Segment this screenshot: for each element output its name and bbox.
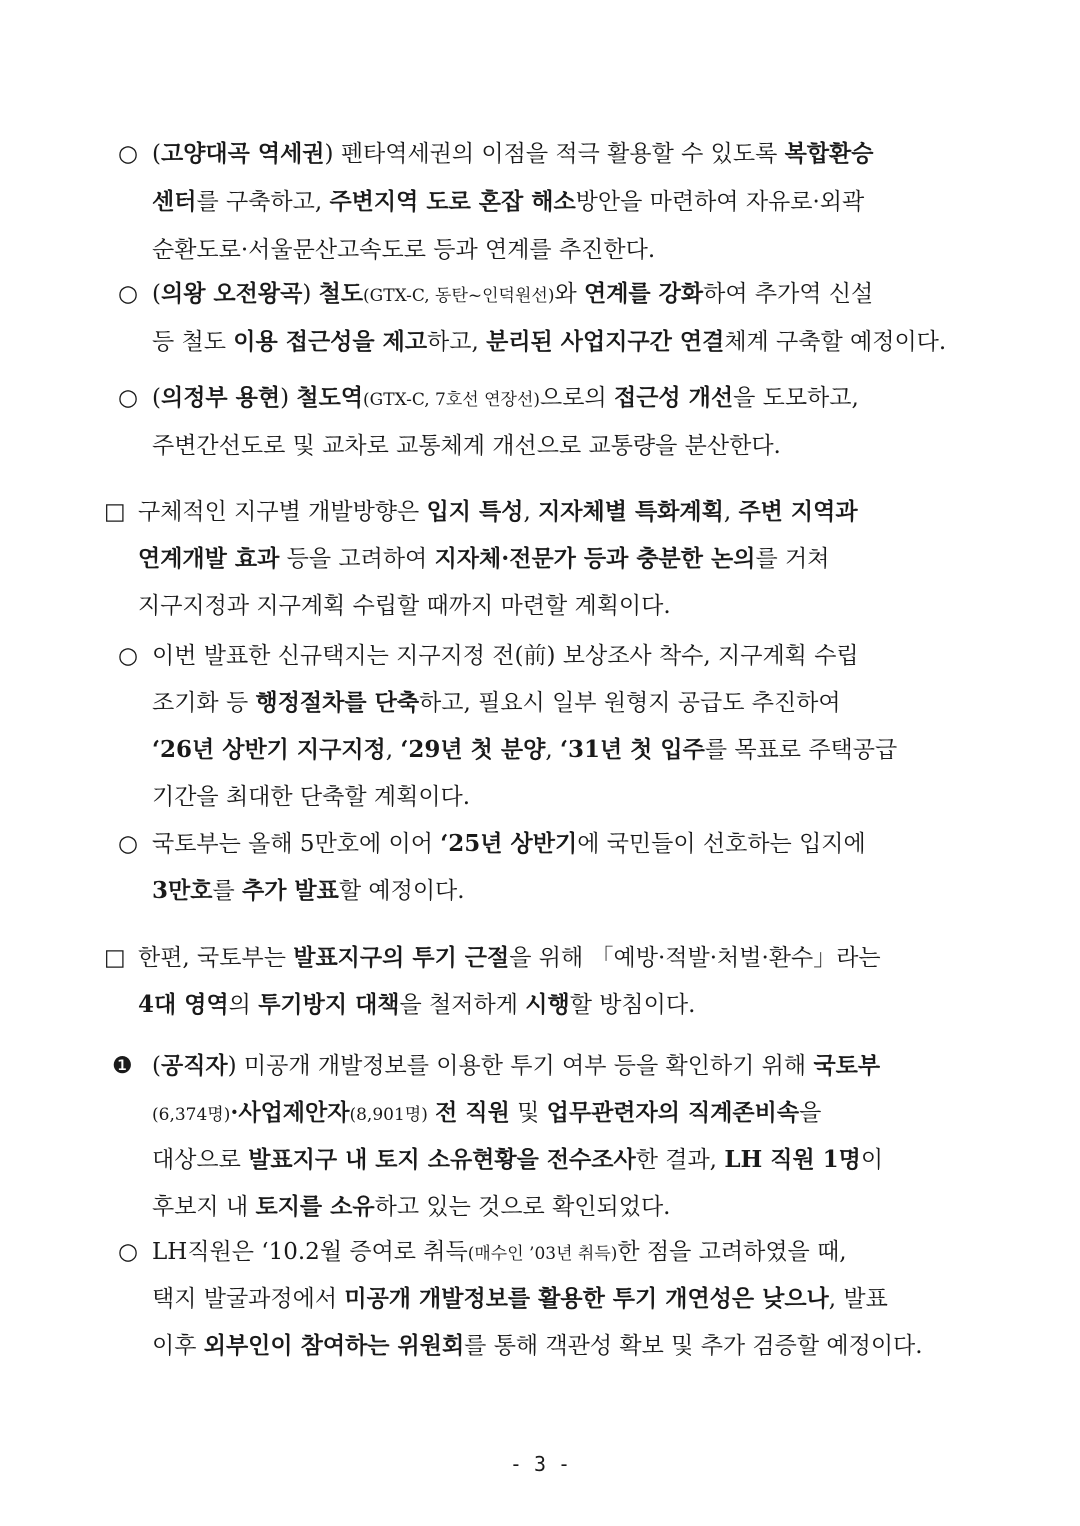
text-run: 를 통해 객관성 확보 및 추가 검증할 예정이다.: [464, 1333, 923, 1359]
emphasis-text: 연계개발 효과: [138, 545, 280, 572]
text-run: (: [152, 141, 161, 167]
text-run: ): [280, 385, 297, 411]
emphasis-text: 발표지구의 투기 근절: [293, 944, 510, 971]
text-run: 지구지정과 지구계획 수립할 때까지 마련할 계획이다.: [138, 593, 671, 619]
text-run: 주변간선도로 및 교차로 교통체계 개선으로 교통량을 분산한다.: [152, 433, 781, 459]
emphasis-text: 지자체·전문가 등과 충분한 논의: [434, 545, 756, 572]
text-run: 한 결과,: [635, 1147, 725, 1173]
text-run: 순환도로·서울문산고속도로 등과 연계를 추진한다.: [152, 237, 656, 263]
emphasis-text: 입지 특성: [426, 498, 524, 525]
text-line: [152, 687, 841, 719]
text-line: [152, 278, 873, 310]
emphasis-text: 투기방지 대책: [258, 991, 400, 1018]
text-line: [138, 590, 671, 622]
text-run: , 발표: [828, 1286, 888, 1312]
text-run: ,: [523, 499, 539, 525]
emphasis-text: 연계를 강화: [584, 280, 704, 307]
bullet-marker: □: [104, 499, 126, 525]
text-run: (8,901명): [349, 1105, 428, 1125]
emphasis-text: 업무관련자의 직계존비속: [546, 1099, 800, 1126]
text-run: 대상으로: [152, 1147, 249, 1173]
emphasis-text: 미공개 개발정보를 활용한 투기 개연성은 낮으나: [344, 1285, 829, 1312]
emphasis-text: 접근성 개선: [613, 384, 734, 411]
text-run: 을: [799, 1100, 822, 1126]
emphasis-text: 철도역: [296, 384, 364, 411]
page-number: - 3 -: [509, 1452, 571, 1476]
text-run: 를 거쳐: [755, 546, 830, 572]
text-run: (GTX-C, 7호선 연장선): [363, 390, 541, 410]
text-run: 등을 고려하여: [279, 546, 435, 572]
text-line: [152, 1097, 821, 1129]
text-line: [152, 1236, 847, 1268]
text-run: (매수인 ’03년 취득): [467, 1244, 618, 1264]
emphasis-text: 고양대곡 역세권: [160, 140, 325, 167]
text-line: [152, 382, 859, 414]
bullet-marker: ○: [118, 385, 139, 411]
emphasis-text: 센터: [152, 188, 197, 215]
text-run: 를 구축하고,: [196, 189, 330, 215]
emphasis-text: 이용 접근성을 제고: [233, 328, 428, 355]
emphasis-text: 4대 영역: [138, 991, 229, 1018]
emphasis-text: 추가 발표: [241, 877, 339, 904]
emphasis-text: ‘26년 상반기 지구지정: [152, 736, 386, 763]
text-line: [152, 1050, 880, 1082]
text-line: [152, 734, 897, 766]
text-line: [152, 430, 781, 462]
text-run: ) 미공개 개발정보를 이용한 투기 여부 등을 확인하기 위해: [227, 1053, 814, 1079]
text-run: 이번 발표한 신규택지는 지구지정 전(前) 보상조사 착수, 지구계획 수립: [152, 643, 859, 669]
bullet-marker: ○: [118, 1239, 139, 1265]
text-run: 구체적인 지구별 개발방향은: [138, 499, 427, 525]
emphasis-text: ‘31년 첫 입주: [559, 736, 705, 763]
emphasis-text: LH 직원 1명: [724, 1146, 861, 1173]
text-run: 와: [554, 281, 584, 307]
text-run: 를 목표로 주택공급: [704, 737, 898, 763]
text-line: [152, 828, 866, 860]
emphasis-text: 의왕 오전왕곡: [160, 280, 303, 307]
text-line: [152, 640, 859, 672]
bullet-marker: ○: [118, 141, 139, 167]
bullet-marker: ○: [118, 643, 139, 669]
text-line: [152, 1283, 888, 1315]
emphasis-text: 발표지구 내 토지 소유현황을 전수조사: [248, 1146, 636, 1173]
emphasis-text: 토지를 소유: [255, 1193, 375, 1220]
text-run: LH직원은 ‘10.2월 증여로 취득: [152, 1239, 468, 1265]
text-run: 후보지 내: [152, 1194, 256, 1220]
text-line: [138, 543, 829, 575]
emphasis-text: 분리된 사업지구간 연결: [486, 328, 725, 355]
emphasis-text: 공직자: [160, 1052, 228, 1079]
emphasis-text: 외부인이 참여하는 위원회: [203, 1332, 465, 1359]
text-run: 방안을 마련하여 자유로·외곽: [575, 189, 865, 215]
text-run: 한 점을 고려하였을 때,: [617, 1239, 847, 1265]
text-run: 의: [228, 992, 259, 1018]
text-line: [138, 989, 695, 1021]
emphasis-text: 3만호: [152, 877, 213, 904]
emphasis-text: 주변지역 도로 혼잡 해소: [329, 188, 576, 215]
text-run: 체계 구축할 예정이다.: [724, 329, 947, 355]
emphasis-text: 시행: [525, 991, 570, 1018]
text-line: [152, 1191, 670, 1223]
emphasis-text: 의정부 용현: [160, 384, 281, 411]
text-run: 택지 발굴과정에서: [152, 1286, 345, 1312]
text-run: 이: [860, 1147, 884, 1173]
emphasis-text: 복합환승: [784, 140, 874, 167]
text-run: 하고,: [427, 329, 487, 355]
text-run: 할 예정이다.: [338, 878, 465, 904]
text-run: 기간을 최대한 단축할 계획이다.: [152, 784, 471, 810]
text-line: [152, 326, 946, 358]
text-run: (: [152, 385, 161, 411]
text-run: 등 철도: [152, 329, 234, 355]
text-line: [138, 496, 858, 528]
emphasis-text: 철도: [318, 280, 364, 307]
text-run: 국토부는 올해 5만호에 이어: [152, 831, 441, 857]
text-run: 를: [212, 878, 242, 904]
text-run: 에 국민들이 선호하는 입지에: [577, 831, 866, 857]
text-line: [152, 1330, 923, 1362]
emphasis-text: 국토부: [813, 1052, 881, 1079]
text-run: ): [302, 281, 319, 307]
text-line: [152, 138, 873, 170]
text-line: [152, 781, 470, 813]
text-run: 하고, 필요시 일부 원형지 공급도 추진하여: [419, 690, 841, 716]
text-run: ,: [545, 737, 560, 763]
text-run: 하고 있는 것으로 확인되었다.: [374, 1194, 671, 1220]
text-run: 이후: [152, 1333, 204, 1359]
text-line: [152, 234, 655, 266]
text-run: 을 도모하고,: [733, 385, 859, 411]
bullet-marker: ○: [118, 831, 139, 857]
emphasis-text: 행정절차를 단축: [255, 689, 420, 716]
emphasis-text: 주변 지역과: [738, 498, 858, 525]
text-run: ,: [385, 737, 401, 763]
emphasis-text: ·사업제안자: [230, 1099, 350, 1126]
text-line: [152, 875, 465, 907]
text-line: [138, 942, 881, 974]
bullet-marker: ❶: [112, 1053, 133, 1079]
text-run: (6,374명): [152, 1105, 231, 1125]
text-run: 하여 추가역 신설: [703, 281, 874, 307]
text-line: [152, 1144, 883, 1176]
emphasis-text: 지자체별 특화계획: [538, 498, 724, 525]
text-run: 으로의: [540, 385, 614, 411]
emphasis-text: ‘29년 첫 분양: [400, 736, 546, 763]
text-run: 을 위해 「예방·적발·처벌·환수」라는: [509, 945, 881, 971]
text-run: 할 방침이다.: [569, 992, 696, 1018]
text-run: 및: [509, 1100, 547, 1126]
text-run: 한편, 국토부는: [138, 945, 294, 971]
text-run: 조기화 등: [152, 690, 256, 716]
text-run: ,: [723, 499, 739, 525]
text-run: 을 철저하게: [399, 992, 526, 1018]
text-line: [152, 186, 864, 218]
text-run: (: [152, 1053, 161, 1079]
bullet-marker: □: [104, 945, 126, 971]
emphasis-text: ‘25년 상반기: [440, 830, 578, 857]
text-run: ) 펜타역세권의 이점을 적극 활용할 수 있도록: [324, 141, 785, 167]
text-run: (GTX-C, 동탄~인덕원선): [363, 286, 555, 306]
emphasis-text: 전 직원: [435, 1099, 510, 1126]
bullet-marker: ○: [118, 281, 139, 307]
text-run: (: [152, 281, 161, 307]
